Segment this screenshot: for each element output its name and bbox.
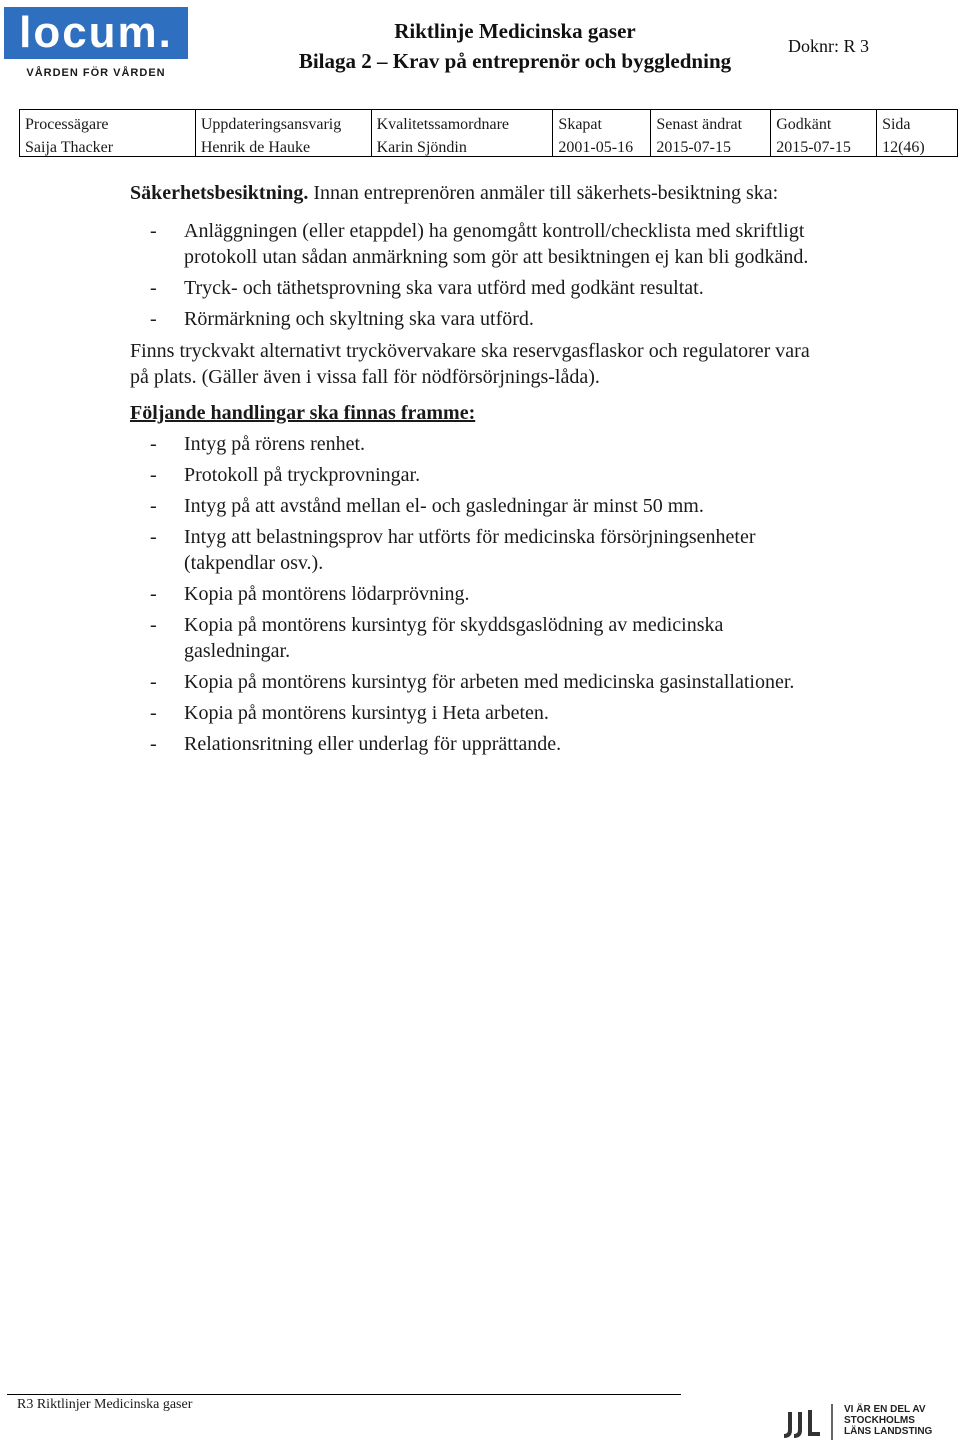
list-item-text: Tryck- och täthetsprovning ska vara utförd med godkänt resultat. [184,277,704,299]
logo-wordmark: locum. [4,7,188,59]
document-number: Doknr: R 3 [788,36,869,56]
footer-divider [7,1394,681,1395]
dash-bullet: - [150,583,157,605]
list-item-text: Kopia på montörens lödarprövning. [184,583,470,605]
list-item-text: Kopia på montörens kursintyg i Heta arbeten. [184,702,549,724]
dash-bullet: - [150,308,157,330]
info-process-owner [20,110,196,156]
update-value: Henrik de Hauke [200,139,311,156]
list-item [130,669,820,695]
list-item-text: Kopia på montörens kursintyg för arbeten med medicinska gasinstallationer. [184,671,795,693]
page-label: Sida [882,116,911,133]
list-item-text: Intyg på rörens renhet. [184,433,366,455]
intro-paragraph [130,180,820,206]
created-value: 2001-05-16 [558,139,634,156]
sll-logo-line: STOCKHOLMS [844,1415,915,1426]
inspection-checklist [130,218,820,332]
dash-bullet: - [150,220,157,242]
list-item-text: Anläggningen (eller etappdel) ha genomgått kontroll/checklista med skriftligt protokoll utan sådan anmärkning som gör att besiktningen ej kan bli godkänd. [184,220,809,268]
intro-text: Innan entreprenören anmäler till säkerhets-besiktning ska: [308,182,779,204]
list-item [130,431,820,457]
dash-bullet: - [150,526,157,548]
process-owner-value: Saija Thacker [25,139,114,156]
footer-document-name: R3 Riktlinjer Medicinska gaser [17,1397,193,1412]
page-value: 12(46) [882,139,925,156]
list-item [130,218,820,270]
update-label: Uppdateringsansvarig [200,116,342,133]
list-item [130,700,820,726]
dash-bullet: - [150,277,157,299]
dash-bullet: - [150,464,157,486]
dash-bullet: - [150,702,157,724]
changed-label: Senast ändrat [656,116,743,133]
info-approved [771,110,877,156]
quality-label: Kvalitetssamordnare [376,116,510,133]
documents-list [130,431,820,757]
info-page [877,110,958,156]
title-line-2: Bilaga 2 – Krav på entreprenör och byggledning [298,49,732,73]
list-item [130,524,820,576]
document-body [130,180,820,757]
locum-logo [4,7,188,83]
list-item [130,612,820,664]
list-item-text: Relationsritning eller underlag för upprättande. [184,733,562,755]
dash-bullet: - [150,614,157,636]
sll-logo-text [844,1404,954,1437]
info-created [553,110,651,156]
title-line-1: Riktlinje Medicinska gaser [394,19,636,43]
list-item-text: Intyg på att avstånd mellan el- och gasledningar är minst 50 mm. [184,495,704,517]
list-item-text: Rörmärkning och skyltning ska vara utförd. [184,308,534,330]
note-paragraph: Finns tryckvakt alternativt tryckövervakare ska reservgasflaskor och regulatorer vara på plats. (Gäller även i vissa fall för nödförsörjnings-låda). [130,340,810,388]
list-item-text: Intyg att belastningsprov har utförts för medicinska försörjningsenheter (takpendlar osv.). [184,526,756,574]
approved-label: Godkänt [776,116,832,133]
process-owner-label: Processägare [25,116,109,133]
list-item-text: Kopia på montörens kursintyg för skyddsgaslödning av medicinska gasledningar. [184,614,724,662]
intro-heading: Säkerhetsbesiktning. [130,182,309,204]
info-quality-coordinator [372,110,554,156]
list-item [130,731,820,757]
sll-logo-line: LÄNS LANDSTING [844,1426,933,1437]
list-item [130,581,820,607]
list-item [130,493,820,519]
sll-logo-line: VI ÄR EN DEL AV [844,1404,926,1415]
approved-value: 2015-07-15 [776,139,851,156]
created-label: Skapat [558,116,602,133]
info-last-changed [651,110,771,156]
dash-bullet: - [150,733,157,755]
dash-bullet: - [150,495,157,517]
document-title [240,16,790,76]
changed-value: 2015-07-15 [656,139,731,156]
list-item [130,462,820,488]
list-item [130,275,820,301]
documents-heading: Följande handlingar ska finnas framme: [130,402,476,424]
sll-emblem-icon [784,1402,840,1442]
dash-bullet: - [150,433,157,455]
sll-logo [784,1402,954,1442]
document-info-table [19,109,958,157]
quality-value: Karin Sjöndin [376,139,467,156]
logo-tagline: VÅRDEN FÖR VÅRDEN [26,67,166,79]
list-item [130,306,820,332]
dash-bullet: - [150,671,157,693]
list-item-text: Protokoll på tryckprovningar. [184,464,421,486]
info-update-responsible [196,110,372,156]
